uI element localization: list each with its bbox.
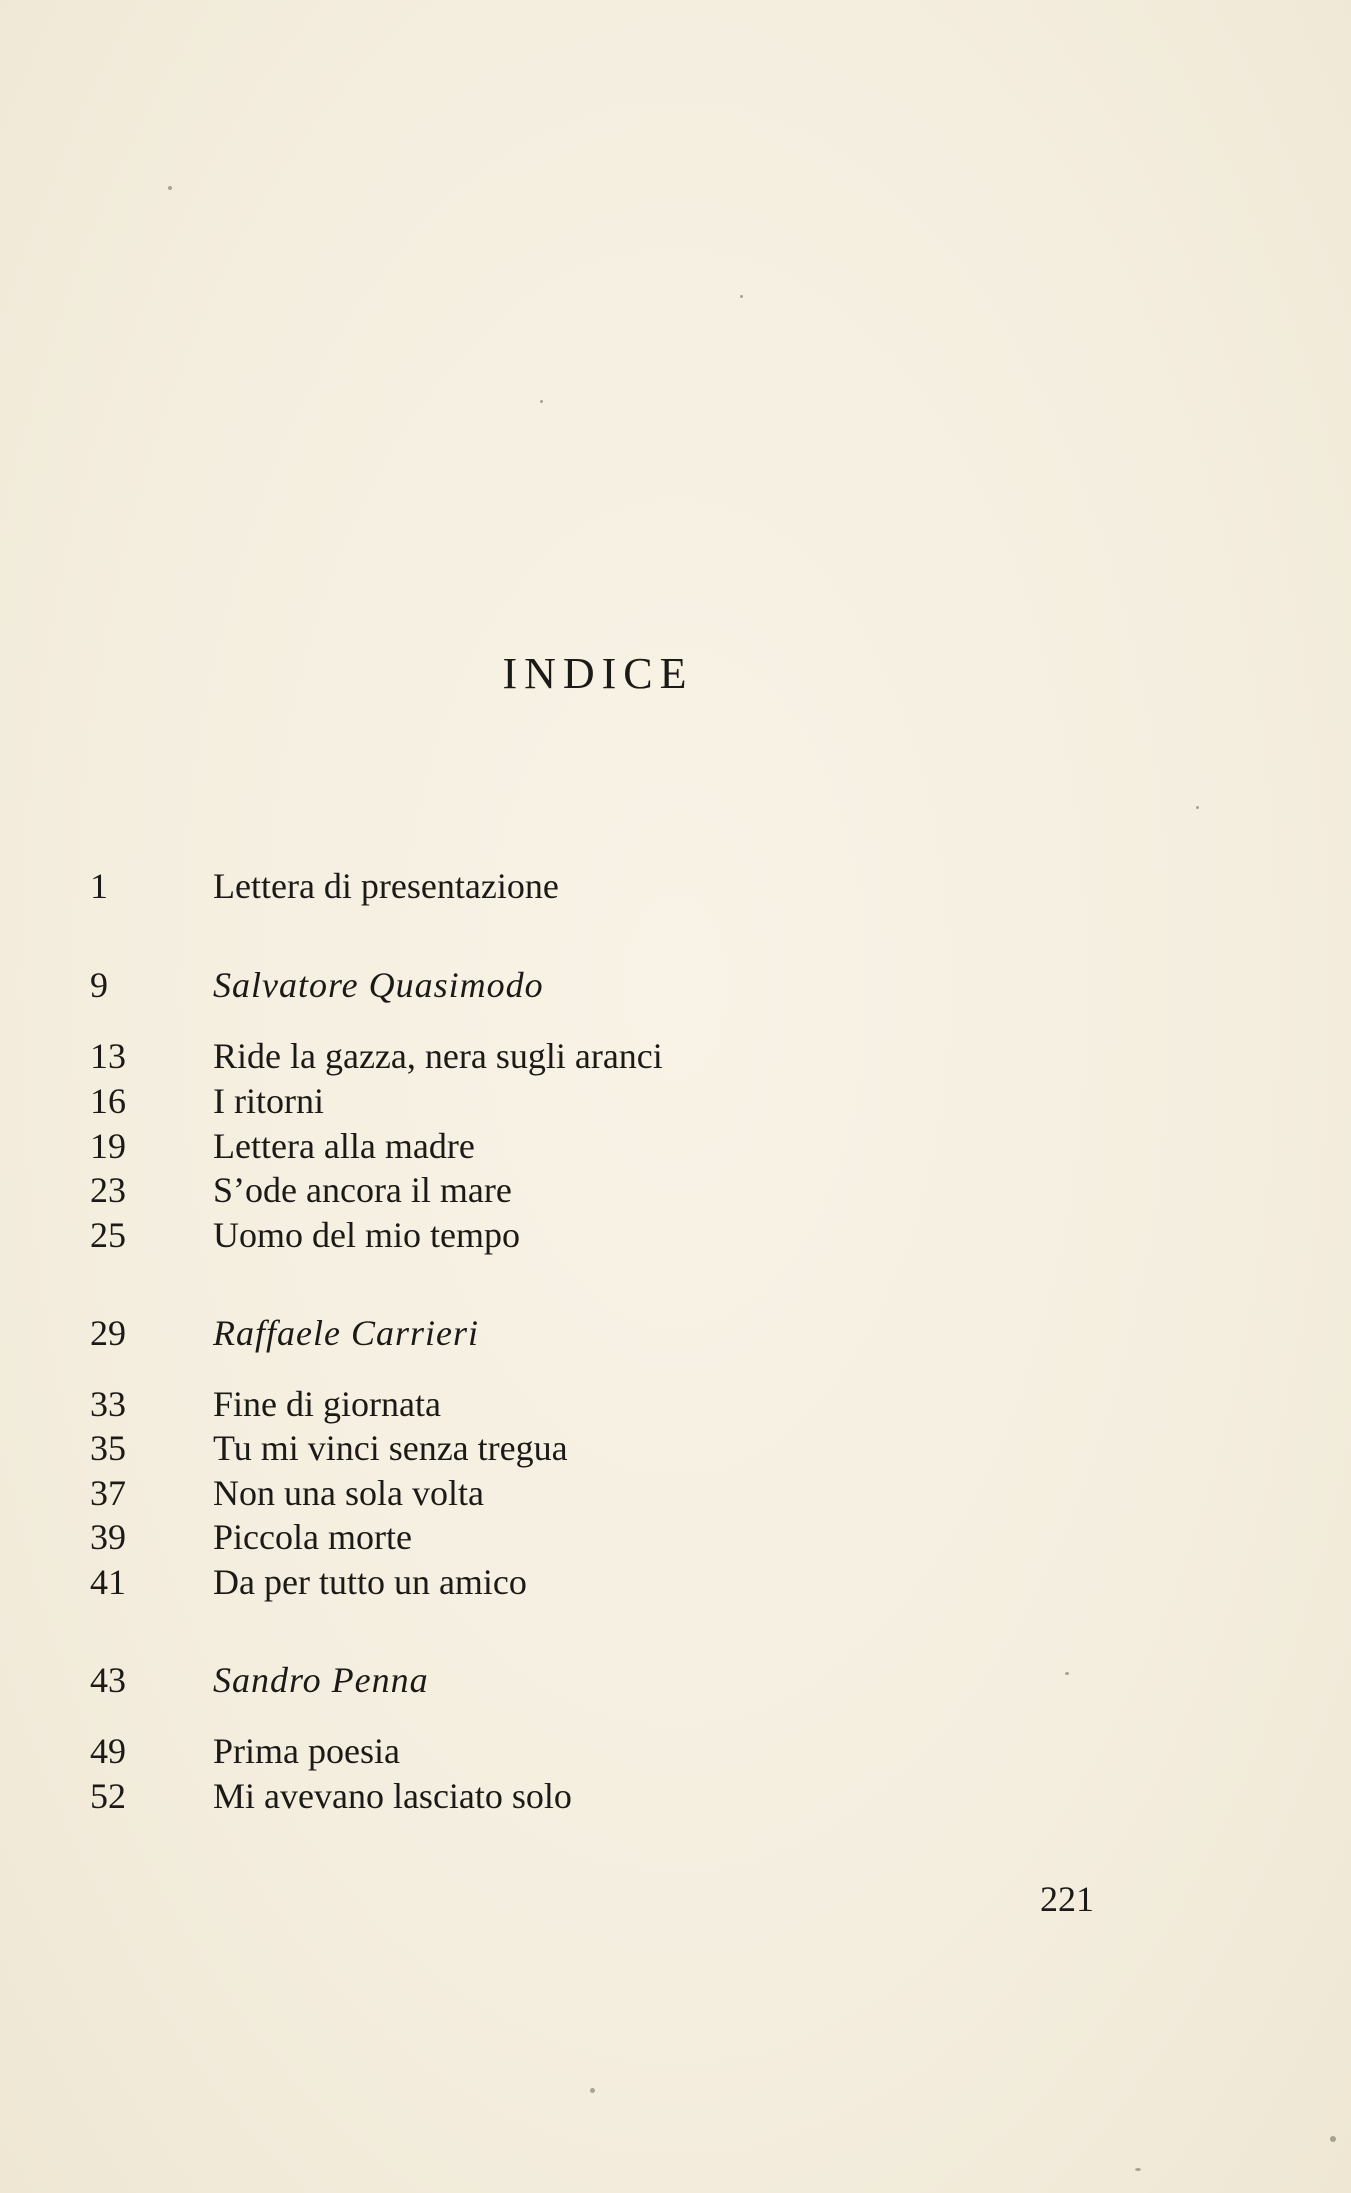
entry-page-number: 43 <box>90 1660 126 1700</box>
entry-label: Lettera di presentazione <box>213 866 559 906</box>
page-number: 221 <box>1040 1879 1094 1919</box>
entry-label: Lettera alla madre <box>213 1126 475 1166</box>
paper-speck <box>590 2088 595 2093</box>
entry-label: Da per tutto un amico <box>213 1562 527 1602</box>
entry-page-number: 29 <box>90 1313 126 1353</box>
entry-label: Ride la gazza, nera sugli aranci <box>213 1036 663 1076</box>
paper-speck <box>1135 2168 1141 2171</box>
entry-page-number: 23 <box>90 1170 126 1210</box>
entry-page-number: 9 <box>90 965 108 1005</box>
entry-page-number: 25 <box>90 1215 126 1255</box>
paper-speck <box>1196 806 1199 809</box>
entry-page-number: 33 <box>90 1384 126 1424</box>
entry-page-number: 41 <box>90 1562 126 1602</box>
entry-label: Uomo del mio tempo <box>213 1215 520 1255</box>
entry-label: Tu mi vinci senza tregua <box>213 1428 568 1468</box>
entry-page-number: 19 <box>90 1126 126 1166</box>
author-name: Raffaele Carrieri <box>213 1313 479 1353</box>
entry-label: I ritorni <box>213 1081 324 1121</box>
entry-label: Fine di giornata <box>213 1384 441 1424</box>
author-name: Sandro Penna <box>213 1660 429 1700</box>
entry-page-number: 16 <box>90 1081 126 1121</box>
entry-page-number: 52 <box>90 1776 126 1816</box>
entry-page-number: 49 <box>90 1731 126 1771</box>
entry-label: Prima poesia <box>213 1731 400 1771</box>
author-name: Salvatore Quasimodo <box>213 965 544 1005</box>
paper-speck <box>540 400 543 403</box>
paper-speck <box>1330 2136 1336 2142</box>
entry-page-number: 35 <box>90 1428 126 1468</box>
paper-speck <box>740 295 743 298</box>
entry-label: Mi avevano lasciato solo <box>213 1776 572 1816</box>
index-title: INDICE <box>502 649 694 698</box>
entry-page-number: 37 <box>90 1473 126 1513</box>
entry-label: Non una sola volta <box>213 1473 484 1513</box>
entry-page-number: 1 <box>90 866 108 906</box>
entry-label: Piccola morte <box>213 1517 412 1557</box>
entry-label: S’ode ancora il mare <box>213 1170 512 1210</box>
paper-speck <box>1065 1672 1069 1675</box>
paper-speck <box>168 186 172 190</box>
entry-page-number: 13 <box>90 1036 126 1076</box>
entry-page-number: 39 <box>90 1517 126 1557</box>
